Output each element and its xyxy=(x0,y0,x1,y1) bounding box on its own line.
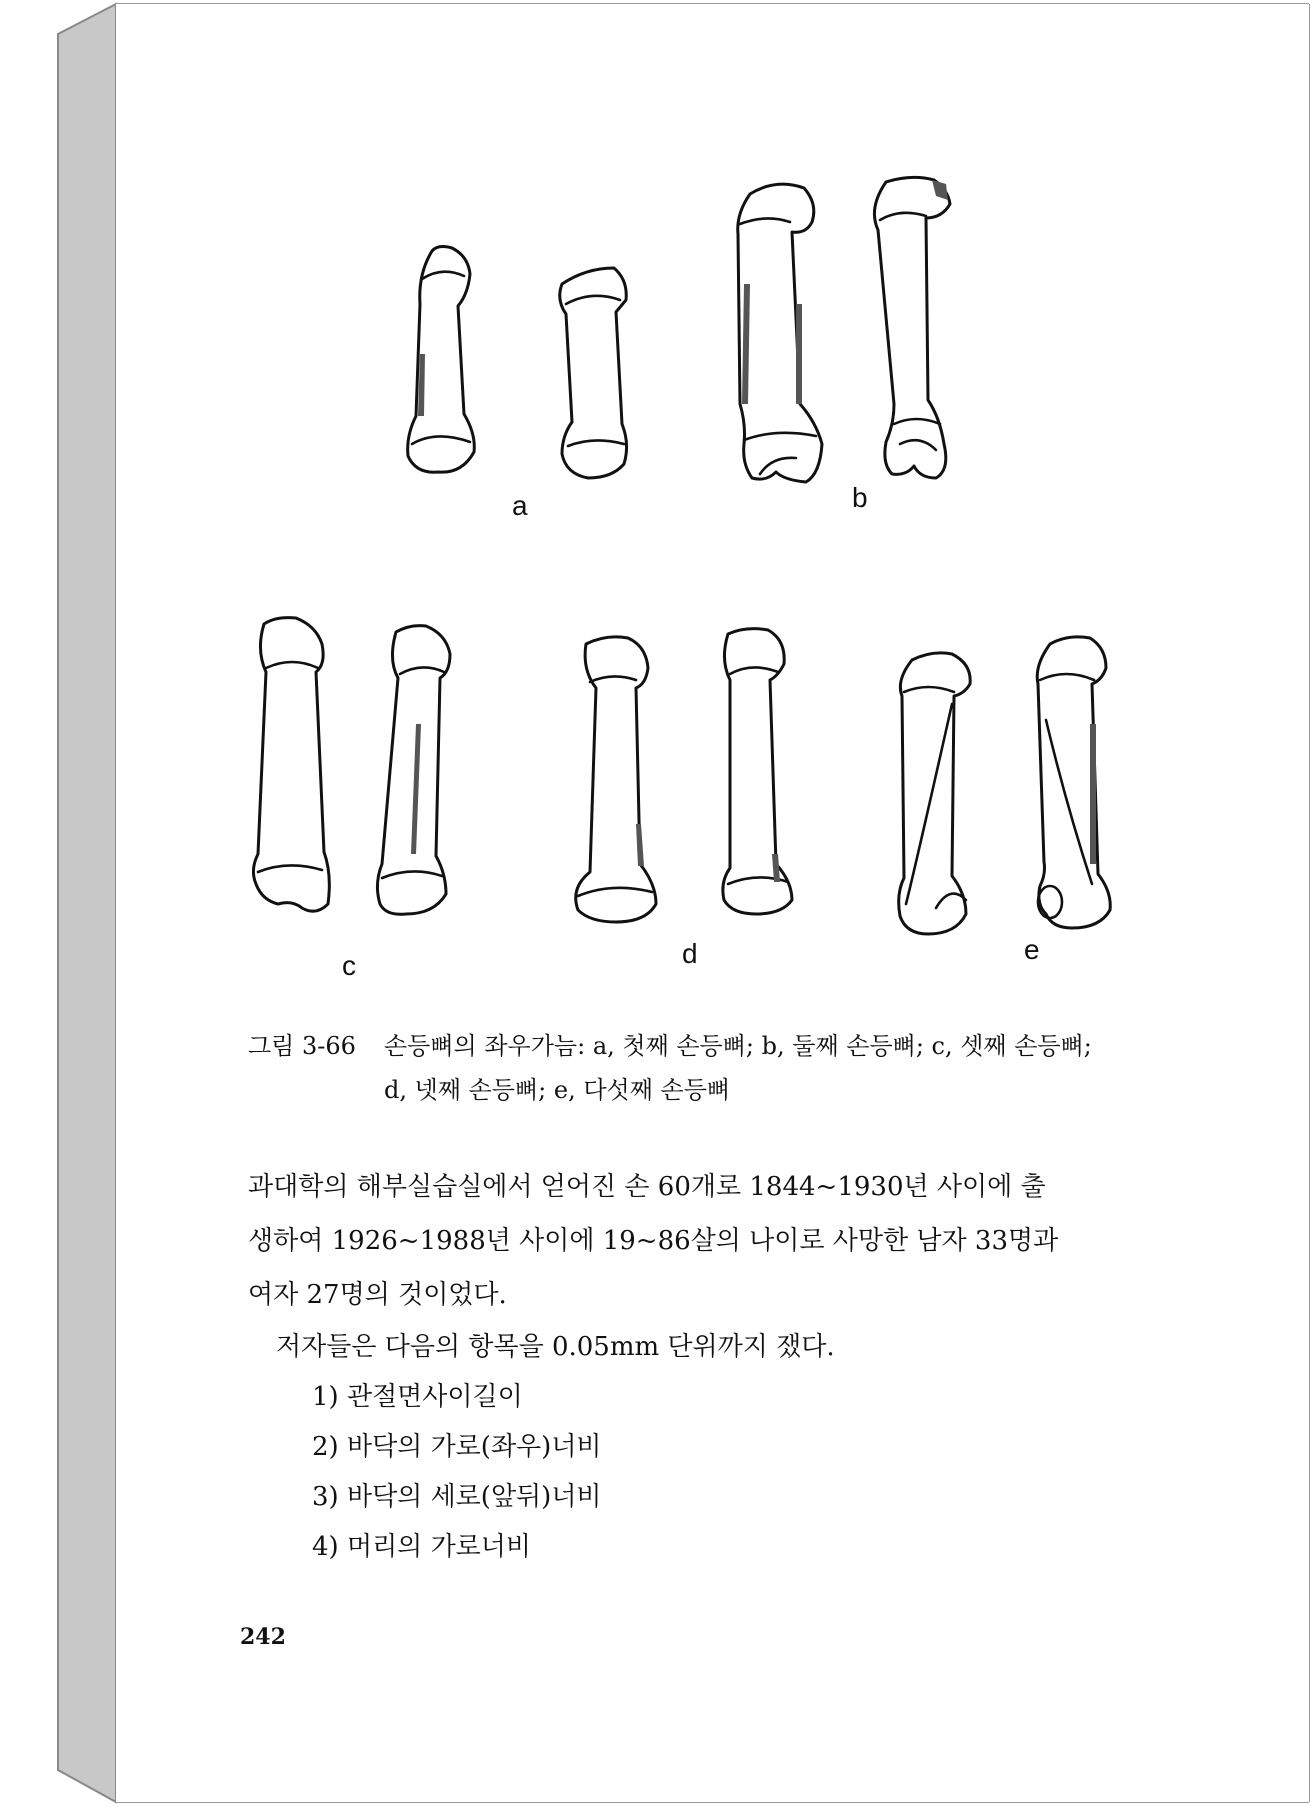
bone-b-right xyxy=(874,177,950,478)
book-page xyxy=(116,4,1309,1802)
bone-d-left xyxy=(576,637,656,922)
bone-b-left xyxy=(738,184,822,482)
caption-line-1: 손등뼈의 좌우가늠: a, 첫째 손등뼈; b, 둘째 손등뼈; c, 셋째 손등뼈; xyxy=(384,1032,1092,1060)
figure-label-d: d xyxy=(682,938,698,969)
figure-label-e: e xyxy=(1024,934,1040,965)
bone-a-right xyxy=(560,268,627,478)
figure-label-b: b xyxy=(852,482,868,513)
figure-label-c: c xyxy=(342,950,356,981)
bone-e-left xyxy=(899,653,971,934)
bone-e-right xyxy=(1037,637,1110,928)
body-line-3: 여자 27명의 것이었다. xyxy=(248,1280,507,1310)
list-item-3: 3) 바닥의 세로(앞뒤)너비 xyxy=(312,1482,602,1512)
body-line-2: 생하여 1926~1988년 사이에 19~86살의 나이로 사망한 남자 33명과 xyxy=(248,1226,1059,1256)
bone-c-left xyxy=(253,618,329,912)
bone-d-right xyxy=(723,629,792,914)
metacarpal-figure xyxy=(116,4,1309,1004)
body-line-4: 저자들은 다음의 항목을 0.05mm 단위까지 쟀다. xyxy=(276,1332,835,1362)
figure-label-a: a xyxy=(512,490,528,521)
bone-a-left xyxy=(408,247,475,473)
list-item-4: 4) 머리의 가로너비 xyxy=(312,1532,532,1562)
caption-number: 그림 3-66 xyxy=(248,1032,356,1060)
bone-c-right xyxy=(377,626,450,915)
body-line-1: 과대학의 해부실습실에서 얻어진 손 60개로 1844~1930년 사이에 출 xyxy=(248,1172,1046,1202)
list-item-2: 2) 바닥의 가로(좌우)너비 xyxy=(312,1432,602,1462)
list-item-1: 1) 관절면사이길이 xyxy=(312,1382,523,1412)
caption-line-2: d, 넷째 손등뼈; e, 다섯째 손등뼈 xyxy=(384,1076,731,1104)
page-number: 242 xyxy=(240,1624,286,1650)
